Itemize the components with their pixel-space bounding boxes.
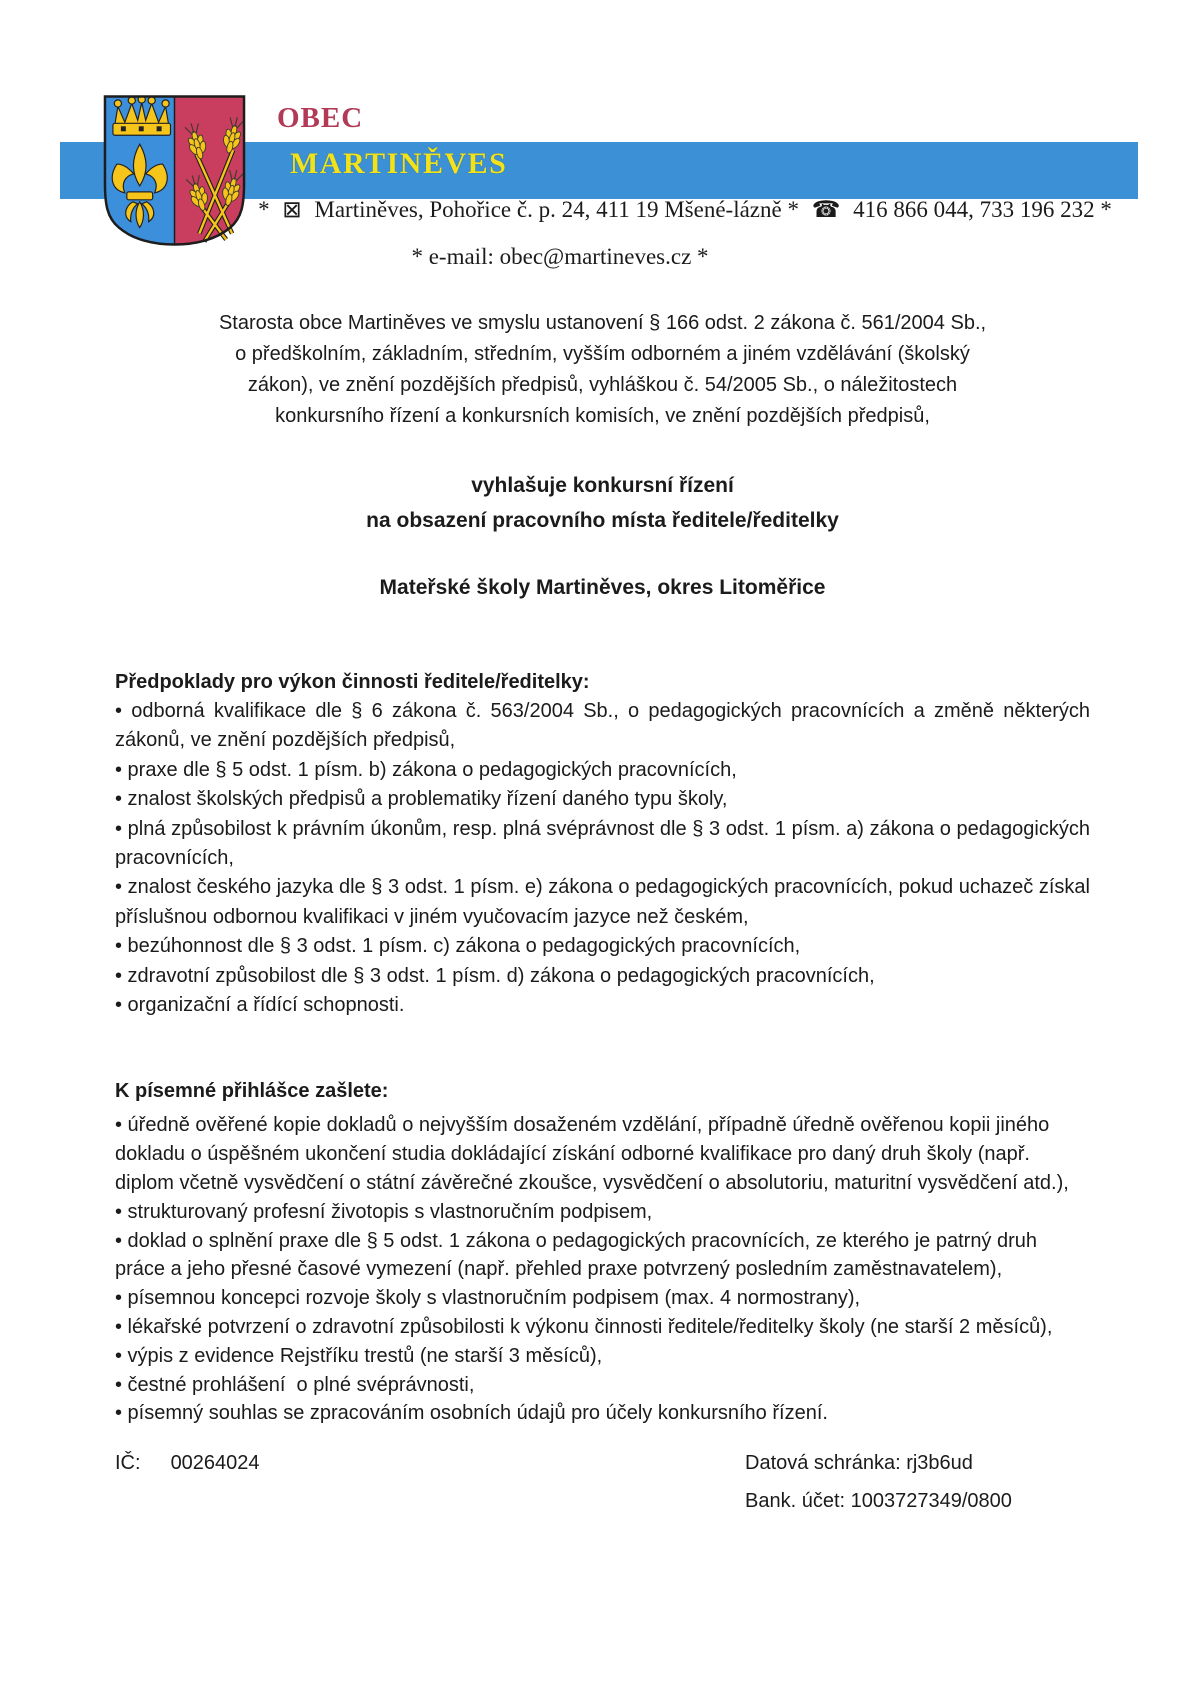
application-item: • čestné prohlášení o plné svéprávnosti,	[115, 1373, 475, 1396]
intro-line-4: konkursního řízení a konkursních komisích, ve znění pozdějších předpisů,	[275, 405, 930, 427]
intro-paragraph	[115, 308, 1090, 432]
shield-red-half	[175, 97, 245, 245]
announcement-line-2: na obsazení pracovního místa ředitele/ředitelky	[366, 509, 839, 532]
company-id	[115, 1444, 260, 1482]
application-item: • doklad o splnění praxe dle § 5 odst. 1 zákona o pedagogických pracovnících, ze kterého je patrný druh práce a jeho přesné časové vymezení (např. přehled praxe potvrzený posledním zaměstnavatelem),	[115, 1229, 1038, 1281]
intro-line-2: o předškolním, základním, středním, vyšším odborném a jiném vzdělávání (školský	[235, 343, 970, 365]
application-item: • písemnou koncepci rozvoje školy s vlastnoručním podpisem (max. 4 normostrany),	[115, 1287, 861, 1310]
coat-of-arms	[101, 92, 248, 250]
requirement-item: • odborná kvalifikace dle § 6 zákona č. 563/2004 Sb., o pedagogických pracovnících a změně některých zákonů, ve znění pozdějších předpisů,	[115, 700, 1090, 752]
requirements-section	[115, 667, 1090, 1020]
databox-line: Datová schránka: rj3b6ud	[745, 1452, 973, 1475]
separator-star: *	[258, 197, 270, 222]
envelope-icon: ⊠	[282, 197, 302, 222]
requirement-item: • znalost českého jazyka dle § 3 odst. 1 písm. e) zákona o pedagogických pracovnících, pokud uchazeč získal příslušnou odbornou kvalifikaci v jiném vyučovacím jazyce než českém,	[115, 876, 1090, 928]
footer-contact-block	[745, 1444, 1090, 1520]
application-item: • lékařské potvrzení o zdravotní způsobilosti k výkonu činnosti ředitele/ředitelky školy (ne starší 2 měsíců),	[115, 1316, 1053, 1339]
application-item: • strukturovaný profesní životopis s vlastnoručním podpisem,	[115, 1200, 653, 1223]
requirement-item: • bezúhonnost dle § 3 odst. 1 písm. c) zákona o pedagogických pracovnících,	[115, 935, 801, 958]
org-type-label: OBEC	[277, 102, 364, 134]
intro-line-3: zákon), ve znění pozdějších předpisů, vyhláškou č. 54/2005 Sb., o náležitostech	[247, 374, 958, 396]
school-name: Mateřské školy Martiněves, okres Litoměřice	[379, 576, 826, 599]
postal-address: Martiněves, Pohořice č. p. 24, 411 19 Mšené-lázně *	[314, 197, 799, 222]
intro-line-1: Starosta obce Martiněves ve smyslu ustanovení § 166 odst. 2 zákona č. 561/2004 Sb.,	[218, 312, 987, 334]
email-line: * e-mail: obec@martineves.cz *	[411, 244, 709, 269]
requirement-item: • organizační a řídící schopnosti.	[115, 994, 405, 1017]
ic-value: 00264024	[170, 1452, 260, 1475]
org-name: MARTINĚVES	[290, 147, 508, 180]
phone-numbers: 416 866 044, 733 196 232 *	[853, 197, 1112, 222]
bank-account-line: Bank. účet: 1003727349/0800	[745, 1490, 1012, 1513]
application-item: • výpis z evidence Rejstříku trestů (ne starší 3 měsíců),	[115, 1344, 603, 1367]
footer	[115, 1444, 1090, 1520]
phone-icon: ☎	[811, 197, 841, 222]
application-item: • písemný souhlas se zpracováním osobních údajů pro účely konkursního řízení.	[115, 1402, 828, 1425]
ic-label: IČ:	[115, 1452, 141, 1475]
address-line	[235, 195, 1135, 225]
requirements-heading: Předpoklady pro výkon činnosti ředitele/ředitelky:	[115, 671, 590, 693]
announcement	[115, 468, 1090, 538]
application-item: • úředně ověřené kopie dokladů o nejvyšším dosaženém vzdělání, případně úředně ověřenou kopii jiného dokladu o úspěšném ukončení studia dokládající získání odborné kvalifikace pro daný druh školy (např. diplom včetně vysvědčení o státní závěrečné zkoušce, vysvědčení o absolutoriu, maturitní vysvědčení atd.),	[115, 1114, 1069, 1195]
requirement-item: • plná způsobilost k právním úkonům, resp. plná svéprávnost dle § 3 odst. 1 písm. a) zákona o pedagogických pracovnících,	[115, 817, 1090, 870]
crown-icon	[113, 96, 171, 135]
requirement-item: • praxe dle § 5 odst. 1 písm. b) zákona o pedagogických pracovnících,	[115, 758, 737, 781]
requirement-item: • znalost školských předpisů a problematiky řízení daného typu školy,	[115, 788, 728, 811]
application-section	[115, 1076, 1090, 1428]
letter-body	[115, 308, 1090, 1520]
application-heading: K písemné přihlášce zašlete:	[115, 1080, 389, 1103]
requirement-item: • zdravotní způsobilost dle § 3 odst. 1 písm. d) zákona o pedagogických pracovnících,	[115, 964, 875, 987]
announcement-line-1: vyhlašuje konkursní řízení	[471, 474, 734, 497]
